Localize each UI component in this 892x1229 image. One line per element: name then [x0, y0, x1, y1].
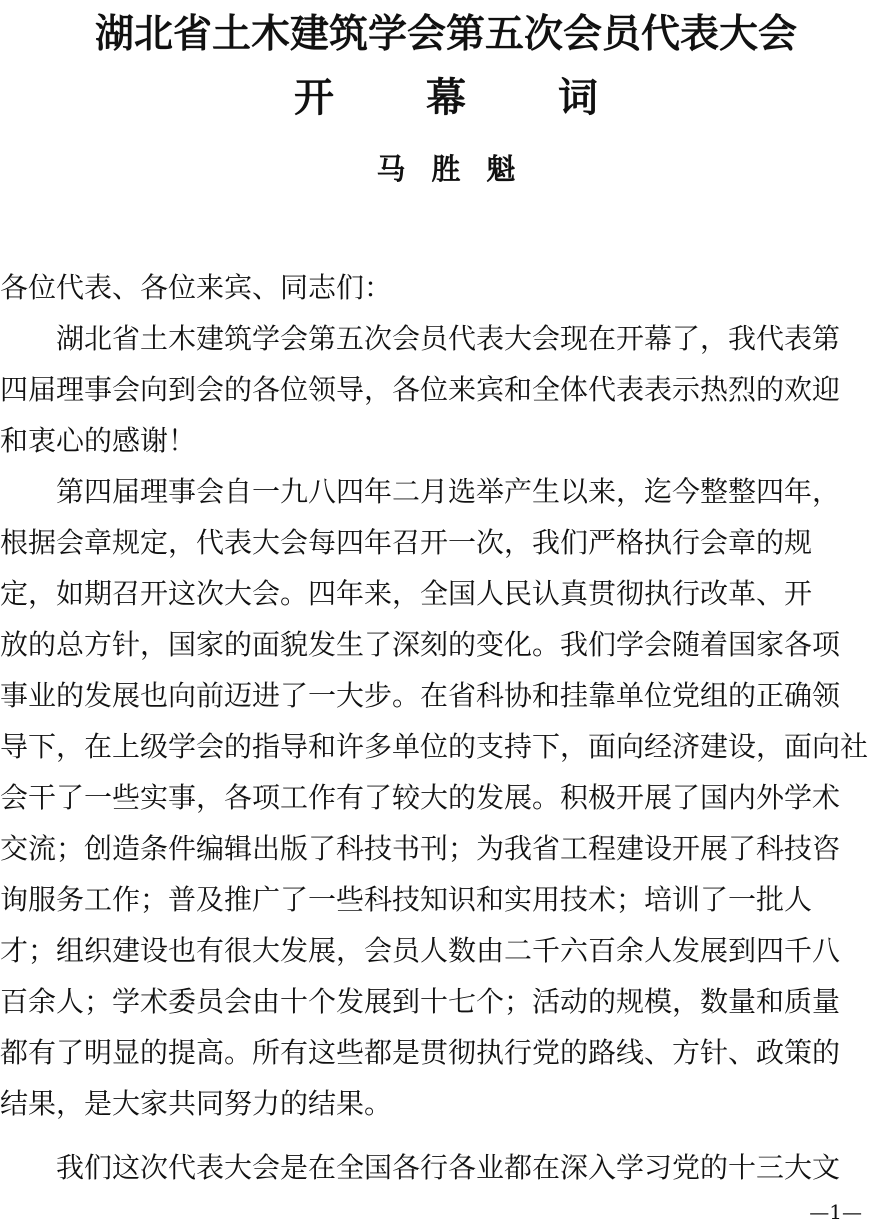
text-line: 结果，是大家共同努力的结果。	[0, 1087, 393, 1120]
text-line: 导下，在上级学会的指导和许多单位的支持下，面向经济建设，面向社	[0, 730, 869, 763]
text-line: 才；组织建设也有很大发展，会员人数由二千六百余人发展到四千八	[0, 934, 841, 967]
text-line: 会干了一些实事，各项工作有了较大的发展。积极开展了国内外学术	[0, 781, 841, 814]
text-line: 交流；创造条件编辑出版了科技书刊；为我省工程建设开展了科技咨	[0, 832, 841, 865]
title-char: 幕	[426, 74, 466, 121]
text-line: 四届理事会向到会的各位领导，各位来宾和全体代表表示热烈的欢迎	[0, 373, 841, 406]
author-char: 马	[376, 152, 406, 186]
text-line: 各位代表、各位来宾、同志们：	[0, 271, 393, 304]
title-char: 词	[558, 74, 598, 121]
text-line: 湖北省土木建筑学会第五次会员代表大会现在开幕了，我代表第	[0, 322, 841, 355]
page-number: —1—	[809, 1200, 862, 1224]
text-line: 事业的发展也向前迈进了一大步。在省科协和挂靠单位党组的正确领	[0, 679, 841, 712]
text-line: 放的总方针，国家的面貌发生了深刻的变化。我们学会随着国家各项	[0, 628, 841, 661]
text-line: 我们这次代表大会是在全国各行各业都在深入学习党的十三大文	[0, 1151, 841, 1184]
text-line: 和衷心的感谢！	[0, 424, 197, 457]
text-line: 第四届理事会自一九八四年二月选举产生以来，迄今整整四年，	[0, 475, 841, 508]
document-title-line-1: 湖北省土木建筑学会第五次会员代表大会	[94, 11, 797, 57]
author-char: 魁	[486, 152, 516, 186]
text-line: 百余人；学术委员会由十个发展到十七个；活动的规模，数量和质量	[0, 985, 841, 1018]
text-line: 都有了明显的提高。所有这些都是贯彻执行党的路线、方针、政策的	[0, 1036, 841, 1069]
text-line: 询服务工作；普及推广了一些科技知识和实用技术；培训了一批人	[0, 883, 813, 916]
author-char: 胜	[431, 152, 461, 186]
author-name	[0, 146, 892, 192]
title-char: 开	[294, 74, 334, 121]
document-title-line-2	[0, 70, 892, 126]
text-line: 根据会章规定，代表大会每四年召开一次，我们严格执行会章的规	[0, 526, 813, 559]
text-line: 定，如期召开这次大会。四年来，全国人民认真贯彻执行改革、开	[0, 577, 813, 610]
